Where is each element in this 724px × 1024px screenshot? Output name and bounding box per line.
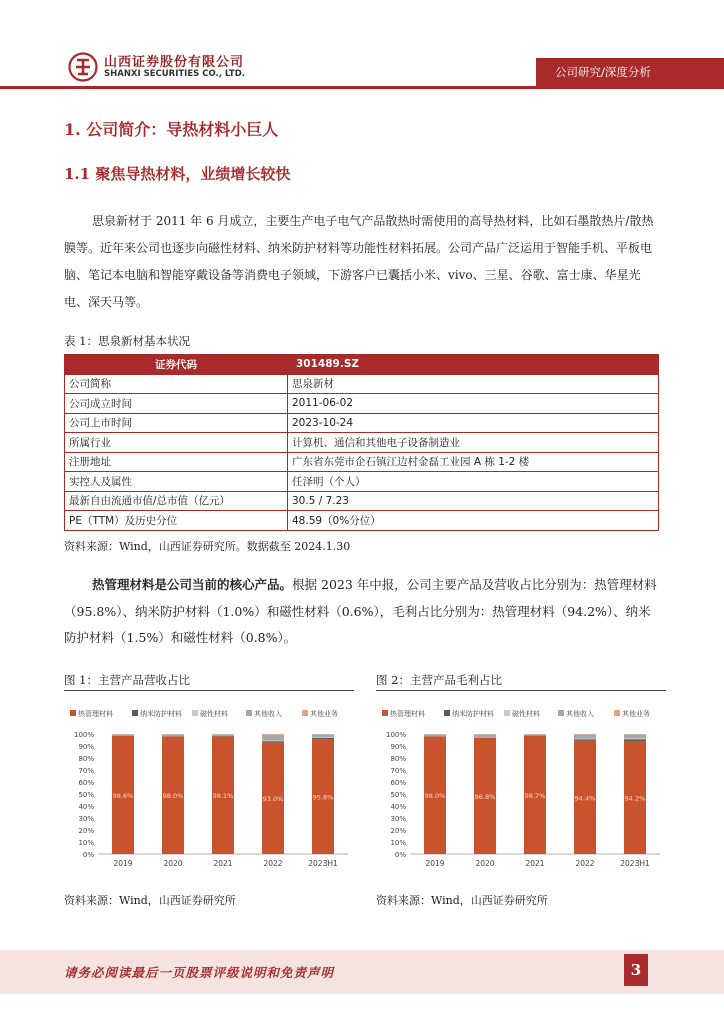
- table-header-cell: 证券代码: [65, 355, 288, 375]
- legend-swatch: [614, 710, 620, 716]
- core-product-paragraph: [64, 572, 662, 652]
- table-field-label: 公司简称: [65, 374, 288, 394]
- legend-label: 纳米防护材料: [140, 710, 182, 718]
- bar-segment: [574, 739, 596, 740]
- bar-segment: [474, 734, 496, 738]
- bar-value-label: 94.2%: [624, 794, 646, 803]
- gross-profit-share-chart: [372, 693, 672, 878]
- figure-1-source: 资料来源：Wind，山西证券研究所: [64, 894, 236, 907]
- header-section-label: 公司研究/深度分析: [555, 65, 651, 79]
- bar-value-label: 98.0%: [162, 792, 184, 801]
- bar-value-label: 98.7%: [524, 791, 546, 800]
- x-tick-label: 2022: [575, 859, 595, 868]
- y-tick-label: 10%: [390, 839, 406, 847]
- bar-segment: [112, 734, 134, 735]
- table-field-label: 公司上市时间: [65, 413, 288, 433]
- legend-swatch: [70, 710, 76, 716]
- table-field-value: 广东省东莞市企石镇江边村金磊工业园 A 栋 1-2 楼: [288, 452, 659, 472]
- table-field-label: 实控人及属性: [65, 472, 288, 492]
- bar-segment: [624, 734, 646, 738]
- bar-segment: [312, 738, 334, 739]
- bar-segment: [162, 734, 184, 736]
- bar-segment: [312, 737, 334, 738]
- y-tick-label: 20%: [78, 827, 94, 835]
- table-field-label: 公司成立时间: [65, 394, 288, 414]
- table-field-value: 48.59（0%分位）: [288, 511, 659, 531]
- company-name-en: SHANXI SECURITIES CO., LTD.: [104, 69, 246, 79]
- y-tick-label: 70%: [78, 767, 94, 775]
- company-info-table: [64, 354, 659, 531]
- section-heading-1: 1. 公司简介：导热材料小巨人: [64, 120, 279, 139]
- x-tick-label: 2021: [213, 859, 233, 868]
- y-tick-label: 80%: [78, 755, 94, 763]
- table-field-label: PE（TTM）及历史分位: [65, 511, 288, 531]
- y-tick-label: 70%: [390, 767, 406, 775]
- figure-2-rule: [376, 690, 666, 691]
- legend-label: 热管理材料: [78, 710, 113, 718]
- legend-swatch: [132, 710, 138, 716]
- y-tick-label: 10%: [78, 839, 94, 847]
- table-row: [65, 472, 659, 492]
- table-field-value: 2011-06-02: [288, 394, 659, 414]
- table-field-value: 思泉新材: [288, 374, 659, 394]
- table-row: [65, 491, 659, 511]
- y-tick-label: 40%: [78, 803, 94, 811]
- y-tick-label: 0%: [82, 851, 94, 859]
- section-heading-1-1: 1.1 聚焦导热材料，业绩增长较快: [64, 165, 291, 183]
- legend-label: 其他业务: [622, 710, 650, 718]
- y-tick-label: 80%: [390, 755, 406, 763]
- bar-segment: [262, 741, 284, 742]
- table-row: [65, 413, 659, 433]
- x-tick-label: 2020: [163, 859, 183, 868]
- y-tick-label: 50%: [390, 791, 406, 799]
- bar-value-label: 98.6%: [112, 791, 134, 800]
- legend-label: 纳米防护材料: [452, 710, 494, 718]
- bar-segment: [424, 734, 446, 736]
- table-row: [65, 511, 659, 531]
- legend-swatch: [192, 710, 198, 716]
- x-tick-label: 2019: [113, 859, 133, 868]
- x-tick-label: 2023H1: [620, 859, 650, 868]
- table-field-value: 任泽明（个人）: [288, 472, 659, 492]
- legend-label: 热管理材料: [390, 710, 425, 718]
- bar-segment: [212, 734, 234, 736]
- bar-segment: [312, 734, 334, 737]
- bar-segment: [524, 734, 546, 735]
- bar-segment: [262, 735, 284, 741]
- legend-label: 其他业务: [310, 710, 338, 718]
- table-header-cell: 301489.SZ: [288, 355, 659, 375]
- bar-segment: [624, 739, 646, 741]
- y-tick-label: 100%: [73, 731, 94, 739]
- y-tick-label: 50%: [78, 791, 94, 799]
- y-tick-label: 100%: [385, 731, 406, 739]
- y-tick-label: 20%: [390, 827, 406, 835]
- bar-segment: [574, 734, 596, 738]
- bar-segment: [624, 738, 646, 739]
- page-number: 3: [624, 954, 648, 986]
- bar-value-label: 93.0%: [262, 795, 284, 804]
- x-tick-label: 2023H1: [308, 859, 338, 868]
- legend-swatch: [246, 710, 252, 716]
- table-field-label: 所属行业: [65, 433, 288, 453]
- table-row: [65, 394, 659, 414]
- table-row: [65, 374, 659, 394]
- table-header-row: [65, 355, 659, 375]
- legend-swatch: [444, 710, 450, 716]
- core-paragraph-text: 根据 2023 年中报，公司主要产品及营收占比分别为：热管理材料（95.8%）、纳米防护材料（1.0%）和磁性材料（0.6%），毛利占比分别为：热管理材料（94.2%）、纳米防护材料（1.5%）和磁性材料（0.8%）。: [64, 577, 657, 645]
- y-tick-label: 0%: [394, 851, 406, 859]
- bar-value-label: 98.1%: [212, 792, 234, 801]
- figure-2-caption: 图 2：主营产品毛利占比: [376, 673, 502, 687]
- bar-segment: [574, 739, 596, 740]
- y-tick-label: 60%: [390, 779, 406, 787]
- table-row: [65, 452, 659, 472]
- table-field-label: 最新自由流通市值/总市值（亿元）: [65, 491, 288, 511]
- legend-swatch: [382, 710, 388, 716]
- bar-value-label: 95.8%: [312, 793, 334, 802]
- legend-label: 磁性材料: [200, 710, 228, 718]
- legend-label: 磁性材料: [512, 710, 540, 718]
- header-divider: [0, 86, 724, 89]
- y-tick-label: 30%: [78, 815, 94, 823]
- bar-segment: [262, 734, 284, 735]
- y-tick-label: 30%: [390, 815, 406, 823]
- table-field-value: 30.5 / 7.23: [288, 491, 659, 511]
- table-source: 资料来源：Wind，山西证券研究所。数据截至 2024.1.30: [64, 540, 351, 553]
- company-logo-icon: [68, 52, 98, 82]
- table-caption: 表 1：思泉新材基本状况: [64, 334, 190, 348]
- y-tick-label: 90%: [78, 743, 94, 751]
- figure-1-rule: [64, 690, 354, 691]
- legend-swatch: [558, 710, 564, 716]
- y-tick-label: 90%: [390, 743, 406, 751]
- figure-1-caption: 图 1：主营产品营收占比: [64, 673, 190, 687]
- table-row: [65, 433, 659, 453]
- x-tick-label: 2021: [525, 859, 545, 868]
- legend-swatch: [504, 710, 510, 716]
- legend-swatch: [302, 710, 308, 716]
- core-paragraph-bold: 热管理材料是公司当前的核心产品。: [92, 577, 293, 592]
- x-tick-label: 2019: [425, 859, 445, 868]
- x-tick-label: 2022: [263, 859, 283, 868]
- bar-value-label: 98.0%: [424, 792, 446, 801]
- intro-paragraph: 思泉新材于 2011 年 6 月成立，主要生产电子电气产品散热时需使用的高导热材料，比如石墨散热片/散热膜等。近年来公司也逐步向磁性材料、纳米防护材料等功能性材料拓展。公司产品广泛运用于智能手机、平板电脑、笔记本电脑和智能穿戴设备等消费电子领域，下游客户已囊括小米、vivo、三星、谷歌、富士康、华星光电、深天马等。: [64, 214, 654, 309]
- table-field-value: 计算机、通信和其他电子设备制造业: [288, 433, 659, 453]
- legend-label: 其他收入: [566, 710, 594, 718]
- y-tick-label: 40%: [390, 803, 406, 811]
- x-tick-label: 2020: [475, 859, 495, 868]
- figure-2-source: 资料来源：Wind，山西证券研究所: [376, 894, 548, 907]
- bar-segment: [262, 741, 284, 742]
- company-name-cn: 山西证券股份有限公司: [104, 55, 245, 70]
- legend-label: 其他收入: [254, 710, 282, 718]
- revenue-share-chart: [60, 693, 360, 878]
- table-field-label: 注册地址: [65, 452, 288, 472]
- bar-value-label: 94.4%: [574, 794, 596, 803]
- footer-disclaimer: 请务必阅读最后一页股票评级说明和免责声明: [64, 965, 335, 980]
- bar-value-label: 96.8%: [474, 792, 496, 801]
- table-field-value: 2023-10-24: [288, 413, 659, 433]
- y-tick-label: 60%: [78, 779, 94, 787]
